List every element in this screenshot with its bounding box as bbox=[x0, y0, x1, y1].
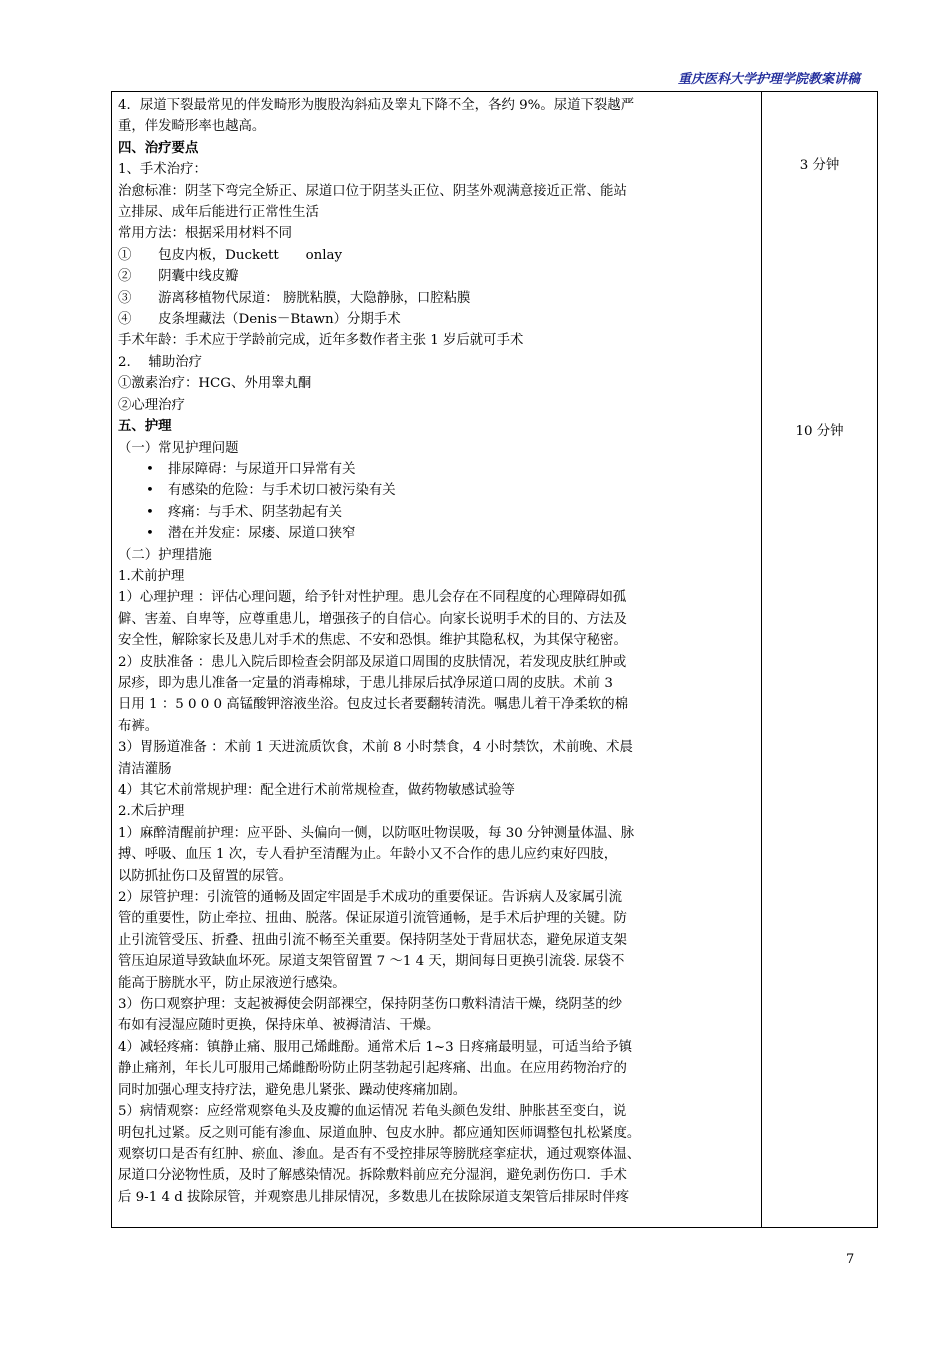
text-line: ②心理治疗 bbox=[118, 397, 185, 413]
text-line: 尿疹，即为患儿准备一定量的消毒棉球，于患儿排尿后拭净尿道口周的皮肤。术前 3 bbox=[118, 675, 613, 691]
text-line: 观察切口是否有红肿、瘀血、渗血。是否有不受控排尿等膀胱痉挛症状，通过观察体温、 bbox=[118, 1146, 641, 1162]
text-line: ④ 皮条埋藏法（Denis－Btawn）分期手术 bbox=[118, 312, 401, 328]
text-line: 重，伴发畸形率也越高。 bbox=[118, 119, 266, 135]
text-line: 治愈标准：阴茎下弯完全矫正、尿道口位于阴茎头正位、阴茎外观满意接近正常、能站 bbox=[118, 183, 627, 199]
text-line: 管压迫尿道导致缺血坏死。尿道支架管留置 7 ～1 4 天，期间每日更换引流袋. 尿袋不 bbox=[118, 954, 625, 970]
text-line: 明包扎过紧。反之则可能有渗血、尿道血肿、包皮水肿。都应通知医师调整包扎松紧度。 bbox=[118, 1125, 641, 1141]
text-line: 5）病情观察：应经常观察龟头及皮瓣的血运情况 若龟头颜色发绀、肿胀甚至变白，说 bbox=[118, 1104, 627, 1120]
text-line: ② 阴囊中线皮瓣 bbox=[118, 269, 239, 285]
text-line: ① 包皮内板，Duckett onlay bbox=[118, 247, 343, 263]
text-line: 2）尿管护理：引流管的通畅及固定牢固是手术成功的重要保证。告诉病人及家属引流 bbox=[118, 890, 622, 906]
text-line: 同时加强心理支持疗法，避免患儿紧张、躁动使疼痛加剧。 bbox=[118, 1082, 467, 1098]
text-line: 4．尿道下裂最常见的伴发畸形为腹股沟斜疝及睾丸下降不全，各约 9%。尿道下裂越严 bbox=[118, 98, 635, 113]
lesson-content bbox=[118, 95, 754, 1208]
text-line: 尿道口分泌物性质，及时了解感染情况。拆除敷料前应充分湿润，避免剥伤伤口．手术 bbox=[118, 1168, 627, 1184]
text-line: 日用 1 ：5 0 0 0 高锰酸钾溶液坐浴。包皮过长者要翻转清洗。嘱患儿着干净柔软的棉 bbox=[118, 697, 629, 713]
text-line: 1.术前护理 bbox=[118, 568, 185, 584]
text-line: 4）减轻疼痛：镇静止痛、服用己烯雌酚。通常术后 1~3 日疼痛最明显，可适当给予镇 bbox=[118, 1039, 632, 1055]
bullet-item: • 有感染的危险：与手术切口被污染有关 bbox=[118, 480, 754, 501]
text-line: ①激素治疗：HCG、外用睾丸酮 bbox=[118, 376, 312, 392]
lesson-table bbox=[111, 91, 878, 1228]
text-line: 1）心理护理 ：评估心理问题，给予针对性护理。患儿会存在不同程度的心理障碍如孤 bbox=[118, 590, 627, 606]
text-line: 3）伤口观察护理：支起被褥使会阴部裸空，保持阴茎伤口敷料清洁干燥，绕阴茎的纱 bbox=[118, 997, 622, 1013]
text-line: 手术年龄：手术应于学龄前完成，近年多数作者主张 1 岁后就可手术 bbox=[118, 333, 524, 349]
text-line: 2）皮肤准备 ：患儿入院后即检查会阴部及尿道口周围的皮肤情况，若发现皮肤红肿或 bbox=[118, 654, 627, 670]
text-line: 布如有浸湿应随时更换，保持床单、被褥清洁、干燥。 bbox=[118, 1018, 440, 1034]
text-line: 1、手术治疗： bbox=[118, 162, 207, 178]
time-allocation-1: 3 分钟 bbox=[799, 158, 840, 173]
text-line: 安全性，解除家长及患儿对手术的焦虑、不安和恐惧。维护其隐私权，为其保守秘密。 bbox=[118, 633, 627, 649]
text-line: 常用方法：根据采用材料不同 bbox=[118, 226, 293, 242]
text-line: 管的重要性，防止牵拉、扭曲、脱落。保证尿道引流管通畅，是手术后护理的关键。防 bbox=[118, 911, 627, 927]
section-heading: 四、治疗要点 bbox=[118, 139, 199, 156]
bullet-item: • 疼痛：与手术、阴茎勃起有关 bbox=[118, 502, 754, 523]
text-line: （一）常见护理问题 bbox=[118, 440, 239, 456]
text-line: 布裤。 bbox=[118, 718, 159, 734]
text-line: 立排尿、成年后能进行正常性生活 bbox=[118, 205, 319, 221]
header-title: 重庆医科大学护理学院教案讲稿 bbox=[677, 72, 860, 87]
section-heading: 五、护理 bbox=[118, 418, 172, 435]
text-line: ③ 游离移植物代尿道： 膀胱粘膜，大隐静脉，口腔粘膜 bbox=[118, 290, 471, 306]
text-line: 后 9-1 4 d 拔除尿管，并观察患儿排尿情况，多数患儿在拔除尿道支架管后排尿时伴疼 bbox=[118, 1189, 629, 1205]
text-line: 3）胃肠道准备 ：术前 1 天进流质饮食，术前 8 小时禁食，4 小时禁饮，术前晚、术晨 bbox=[118, 740, 633, 756]
text-line: 2. 辅助治疗 bbox=[118, 354, 202, 370]
text-line: 以防抓扯伤口及留置的尿管。 bbox=[118, 868, 293, 884]
text-line: 1）麻醉清醒前护理：应平卧、头偏向一侧，以防呕吐物误吸，每 30 分钟测量体温、脉 bbox=[118, 825, 635, 841]
bullet-item: • 排尿障碍：与尿道开口异常有关 bbox=[118, 459, 754, 480]
text-line: 能高于膀胱水平，防止尿液逆行感染。 bbox=[118, 975, 346, 991]
bullet-item: • 潜在并发症：尿瘘、尿道口狭窄 bbox=[118, 523, 754, 544]
text-line: 2.术后护理 bbox=[118, 804, 185, 820]
text-line: 4）其它术前常规护理：配全进行术前常规检查，做药物敏感试验等 bbox=[118, 783, 515, 798]
column-divider bbox=[761, 92, 762, 1227]
text-line: 搏、呼吸、血压 1 次，专人看护至清醒为止。年龄小又不合作的患儿应约束好四肢， bbox=[118, 847, 618, 863]
text-line: 清洁灌肠 bbox=[118, 761, 172, 777]
text-line: （二）护理措施 bbox=[118, 547, 212, 563]
text-line: 僻、害羞、自卑等，应尊重患儿，增强孩子的自信心。向家长说明手术的目的、方法及 bbox=[118, 611, 627, 627]
time-allocation-2: 10 分钟 bbox=[795, 424, 844, 439]
text-line: 静止痛剂，年长儿可服用己烯雌酚吩防止阴茎勃起引起疼痛、出血。在应用药物治疗的 bbox=[118, 1061, 627, 1077]
page-number: 7 bbox=[846, 1252, 855, 1267]
text-line: 止引流管受压、折叠、扭曲引流不畅至关重要。保持阴茎处于背屈状态，避免尿道支架 bbox=[118, 932, 627, 948]
